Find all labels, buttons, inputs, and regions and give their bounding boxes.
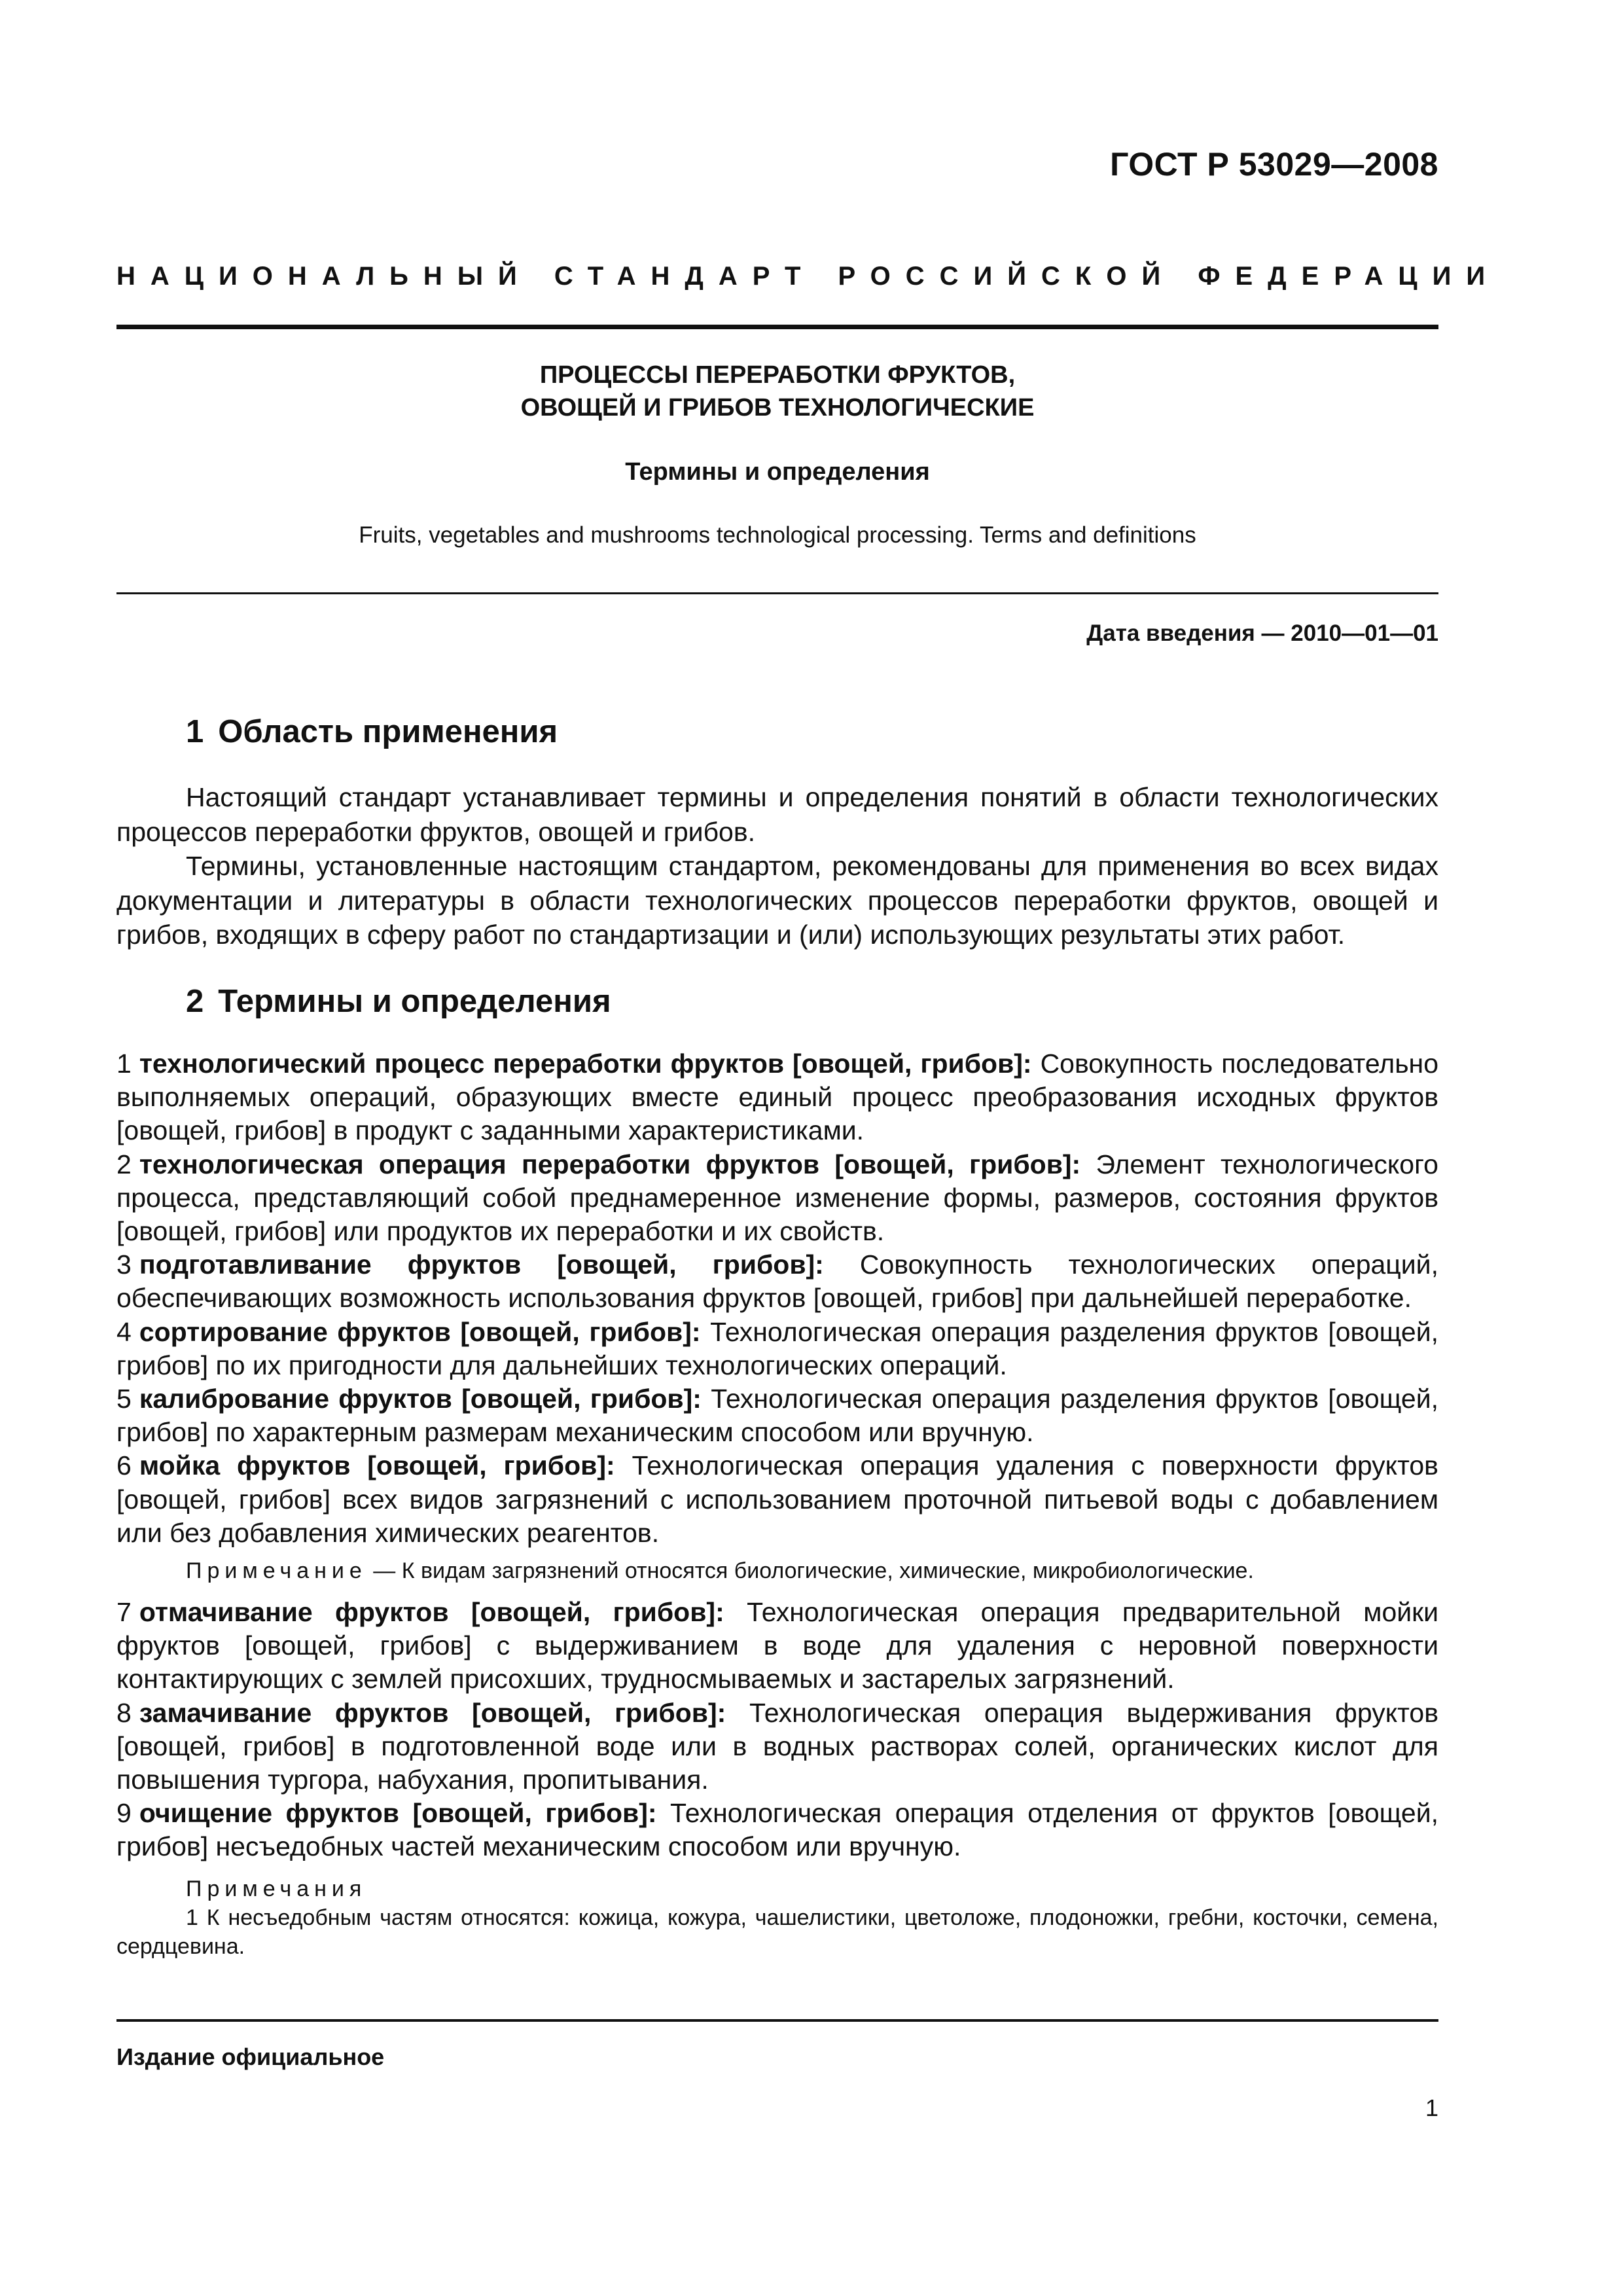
term-entry (116, 1797, 1438, 1863)
section-2-heading (186, 983, 611, 1020)
section-1-heading (186, 713, 558, 750)
term-definition: Технологическая операция разделения фруктов [овощей, грибов] по их пригодности для дальнейших технологических операций. (116, 1316, 1438, 1380)
document-subtitle: Термины и определения (625, 458, 930, 486)
page-number: 1 (1425, 2094, 1438, 2121)
section-1-body (116, 780, 1438, 952)
term-definition: Совокупность технологических операций, обеспечивающих возможность использования фруктов [овощей, грибов] при дальнейшей переработке. (116, 1249, 1438, 1314)
term-entry (116, 1696, 1438, 1797)
term-number: 5 (116, 1384, 132, 1414)
term-number: 1 (116, 1049, 132, 1079)
english-title: Fruits, vegetables and mushrooms technological processing. Terms and definitions (359, 522, 1196, 548)
terms-list (116, 1047, 1438, 1961)
section-1-title: Область применения (218, 714, 558, 749)
term-definition: Технологическая операция предварительной мойки фруктов [овощей, грибов] с выдерживанием в воде для удаления с неровной поверхности контактирующих с землей присохших, трудносмываемых и застарелых загрязнений. (116, 1597, 1438, 1695)
term-definition: Технологическая операция удаления с поверхности фруктов [овощей, грибов] всех видов загрязнений с использованием проточной питьевой воды с добавлением или без добавления химических реагентов. (116, 1450, 1438, 1548)
section-1-paragraph: Настоящий стандарт устанавливает термины и определения понятий в области технологических процессов переработки фруктов, овощей и грибов. (116, 782, 1438, 847)
term-number: 4 (116, 1316, 132, 1347)
note-text: — К видам загрязнений относятся биологические, химические, микробиологические. (366, 1558, 1254, 1584)
title-line-2: ОВОЩЕЙ И ГРИБОВ ТЕХНОЛОГИЧЕСКИЕ (520, 394, 1035, 422)
term-name: технологический процесс переработки фруктов [овощей, грибов]: (139, 1049, 1032, 1079)
notes-item-1: 1 К несъедобным частям относятся: кожица, кожура, чашелистики, цветоложе, плодоножки, гребни, косточки, семена, сердцевина. (116, 1905, 1438, 1959)
term-number: 3 (116, 1249, 132, 1280)
title-line-1: ПРОЦЕССЫ ПЕРЕРАБОТКИ ФРУКТОВ, (539, 361, 1016, 389)
term-definition: Элемент технологического процесса, представляющий собой преднамеренное изменение формы, размеров, состояния фруктов [овощей, грибов] или продуктов их переработки и их свойств. (116, 1149, 1438, 1247)
term-name: калиброваниe фруктов [овощей, грибов]: (139, 1384, 702, 1414)
note-label: Примечание (186, 1558, 367, 1584)
national-standard-header: НАЦИОНАЛЬНЫЙ СТАНДАРТ РОССИЙСКОЙ ФЕДЕРАЦИИ (116, 262, 1501, 291)
term-number: 2 (116, 1149, 132, 1179)
term-name: подготавливание фруктов [овощей, грибов]: (139, 1249, 824, 1280)
section-2-number: 2 (186, 984, 204, 1019)
header-rule (116, 325, 1438, 329)
term-name: технологическая операция переработки фруктов [овощей, грибов]: (139, 1149, 1081, 1179)
term-definition: Технологическая операция отделения от фруктов [овощей, грибов] несъедобных частей механическим способом или вручную. (116, 1798, 1438, 1862)
edition-label: Издание официальное (116, 2043, 385, 2070)
term-number: 7 (116, 1597, 132, 1628)
term-entry (116, 1449, 1438, 1550)
section-2-title: Термины и определения (218, 984, 611, 1019)
section-1-paragraph: Термины, установленные настоящим стандартом, рекомендованы для применения во всех видах документации и литературы в области технологических процессов переработки фруктов, овощей и грибов, входящих в сферу работ по стандартизации и (или) использующих результаты этих работ. (116, 851, 1438, 950)
title-rule (116, 592, 1438, 594)
footer-rule (116, 2019, 1438, 2022)
document-title (116, 359, 1438, 424)
term-name: сортирование фруктов [овощей, грибов]: (139, 1316, 701, 1347)
term-entry (116, 1047, 1438, 1148)
term-entry (116, 1248, 1438, 1315)
introduction-date: Дата введения — 2010—01—01 (1086, 620, 1438, 646)
term-definition: Совокупность последовательно выполняемых операций, образующих вместе единый процесс преобразования исходных фруктов [овощей, грибов] в продукт с заданными характеристиками. (116, 1049, 1438, 1146)
term-name: мойка фруктов [овощей, грибов]: (139, 1450, 615, 1481)
term-name: очищение фруктов [овощей, грибов]: (139, 1798, 657, 1829)
section-1-number: 1 (186, 714, 204, 749)
term-number: 9 (116, 1798, 132, 1829)
term-name: отмачивание фруктов [овощей, грибов]: (139, 1597, 724, 1628)
gost-code: ГОСТ Р 53029—2008 (1110, 146, 1438, 183)
term-entry (116, 1316, 1438, 1382)
term-number: 8 (116, 1697, 132, 1728)
notes-label: Примечания (186, 1876, 367, 1901)
term-entry (116, 1148, 1438, 1249)
term-name: замачивание фруктов [овощей, грибов]: (139, 1697, 726, 1728)
term-entry (116, 1382, 1438, 1449)
notes-9 (116, 1874, 1438, 1961)
term-number: 6 (116, 1450, 132, 1481)
note-6 (116, 1556, 1438, 1585)
term-entry (116, 1596, 1438, 1696)
term-definition: Технологическая операция разделения фруктов [овощей, грибов] по характерным размерам механическим способом или вручную. (116, 1384, 1438, 1448)
term-definition: Технологическая операция выдерживания фруктов [овощей, грибов] в подготовленной воде или в водных растворах солей, органических кислот для повышения тургора, набухания, пропитывания. (116, 1697, 1438, 1795)
